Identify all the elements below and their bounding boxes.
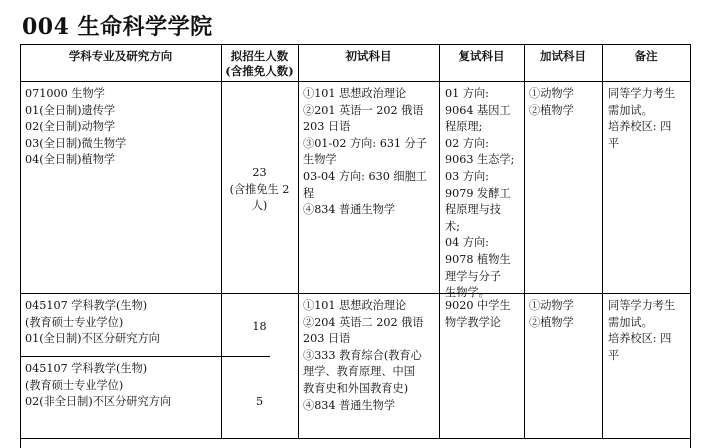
list-item: 04 方向:	[445, 236, 489, 250]
row2a-bottom-border	[20, 356, 270, 357]
list-item: ②204 英语二 202 俄语	[303, 315, 424, 329]
list-item: 01(全日制)不区分研究方向	[25, 332, 160, 346]
row2-retest	[445, 298, 511, 331]
list-item: (教育硕士专业学位)	[25, 315, 124, 329]
list-item: 需加试。	[608, 315, 653, 329]
row2b-enroll: 5	[255, 395, 264, 408]
row1-bottom-border	[20, 293, 690, 294]
list-item: 04(全日制)植物学	[25, 153, 116, 167]
list-item: 02 方向:	[445, 136, 489, 150]
list-item: ①101 思想政治理论	[303, 87, 407, 100]
list-item: ③01-02 方向: 631 分子	[303, 136, 427, 150]
list-item: 术;	[445, 219, 460, 233]
list-item: 203 日语	[303, 332, 351, 346]
list-item: 9078 植物生	[445, 252, 511, 266]
list-item: 03(全日制)微生物学	[25, 136, 127, 150]
row1-enroll	[221, 165, 298, 215]
list-item: ④834 普通生物学	[303, 203, 396, 217]
list-item: 程原理;	[445, 120, 483, 134]
col-line-2	[298, 44, 299, 438]
list-item: ①101 思想政治理论	[303, 299, 407, 312]
list-item: 03 方向:	[445, 169, 489, 183]
list-item: 平	[608, 136, 620, 150]
col-line-3	[439, 44, 440, 438]
enroll-count: 23	[252, 166, 267, 179]
list-item: 物学教学论	[445, 315, 501, 329]
list-item: 071000 生物学	[25, 87, 105, 100]
row2b-major	[25, 361, 171, 411]
header-bottom-border	[20, 81, 690, 82]
row2-bottom-border	[20, 438, 690, 439]
list-item: ②植物学	[529, 315, 574, 329]
list-item: 03-04 方向: 630 细胞工	[303, 169, 427, 183]
row1-major	[25, 86, 126, 169]
page-title: 004 生命科学学院	[22, 14, 213, 40]
list-item: 理学与分子	[445, 269, 501, 283]
row2-initial	[303, 298, 424, 414]
list-item: 培养校区: 四	[608, 120, 672, 134]
row1-retest	[445, 86, 514, 302]
list-item: 教育史和外国教育史)	[303, 381, 409, 395]
col-line-4	[524, 44, 525, 438]
list-item: 平	[608, 348, 620, 362]
col-line-1	[221, 44, 222, 438]
header-enroll-line1: 拟招生人数	[230, 49, 289, 63]
list-item: ②植物学	[529, 103, 574, 117]
list-item: 01(全日制)遗传学	[25, 103, 116, 117]
list-item: 生物学。	[445, 286, 490, 300]
enroll-note-line1: (含推免生 2	[229, 182, 290, 196]
row1-initial	[303, 86, 427, 219]
list-item: 程	[303, 186, 315, 200]
list-item: 同等学力考生	[608, 87, 676, 100]
header-enroll-line2: (含推免人数)	[225, 63, 294, 78]
list-item: 生物学	[303, 153, 337, 167]
list-item: 9063 生态学;	[445, 153, 515, 167]
list-item: 02(全日制)动物学	[25, 120, 116, 134]
header-extra: 加试科目	[540, 49, 586, 63]
col-line-5	[602, 44, 603, 438]
row1-extra	[529, 86, 574, 119]
list-item: 培养校区: 四	[608, 332, 672, 346]
list-item: ④834 普通生物学	[303, 398, 396, 412]
list-item: ③333 教育综合(教育心	[303, 348, 422, 362]
list-item: 理学、教育原理、中国	[303, 365, 415, 379]
list-item: 045107 学科教学(生物)	[25, 299, 148, 312]
list-item: ①动物学	[529, 299, 574, 312]
list-item: 同等学力考生	[608, 299, 676, 312]
row2a-enroll: 18	[252, 320, 267, 333]
header-initial: 初试科目	[345, 49, 392, 63]
row2-note	[608, 298, 675, 364]
col-line-0	[20, 44, 21, 448]
header-note: 备注	[634, 49, 658, 63]
col-line-6	[690, 44, 691, 448]
row2-extra	[529, 298, 574, 331]
list-item: ②201 英语一 202 俄语	[303, 103, 424, 117]
list-item: 9079 发酵工	[445, 186, 511, 200]
row1-note	[608, 86, 675, 152]
table-top-border	[20, 44, 690, 45]
header-enroll	[221, 49, 298, 78]
enroll-note-line2: 人)	[251, 199, 268, 213]
list-item: 203 日语	[303, 120, 351, 134]
list-item: ①动物学	[529, 87, 574, 100]
list-item: 需加试。	[608, 103, 653, 117]
list-item: 程原理与技	[445, 203, 501, 217]
list-item: 9064 基因工	[445, 103, 511, 117]
list-item: 01 方向:	[445, 87, 489, 100]
list-item: (教育硕士专业学位)	[25, 378, 124, 392]
list-item: 9020 中学生	[445, 299, 511, 312]
header-retest: 复试科目	[458, 49, 505, 63]
list-item: 045107 学科教学(生物)	[25, 362, 148, 375]
list-item: 02(非全日制)不区分研究方向	[25, 395, 172, 409]
header-major: 学科专业及研究方向	[68, 49, 173, 63]
row2a-major	[25, 298, 160, 348]
